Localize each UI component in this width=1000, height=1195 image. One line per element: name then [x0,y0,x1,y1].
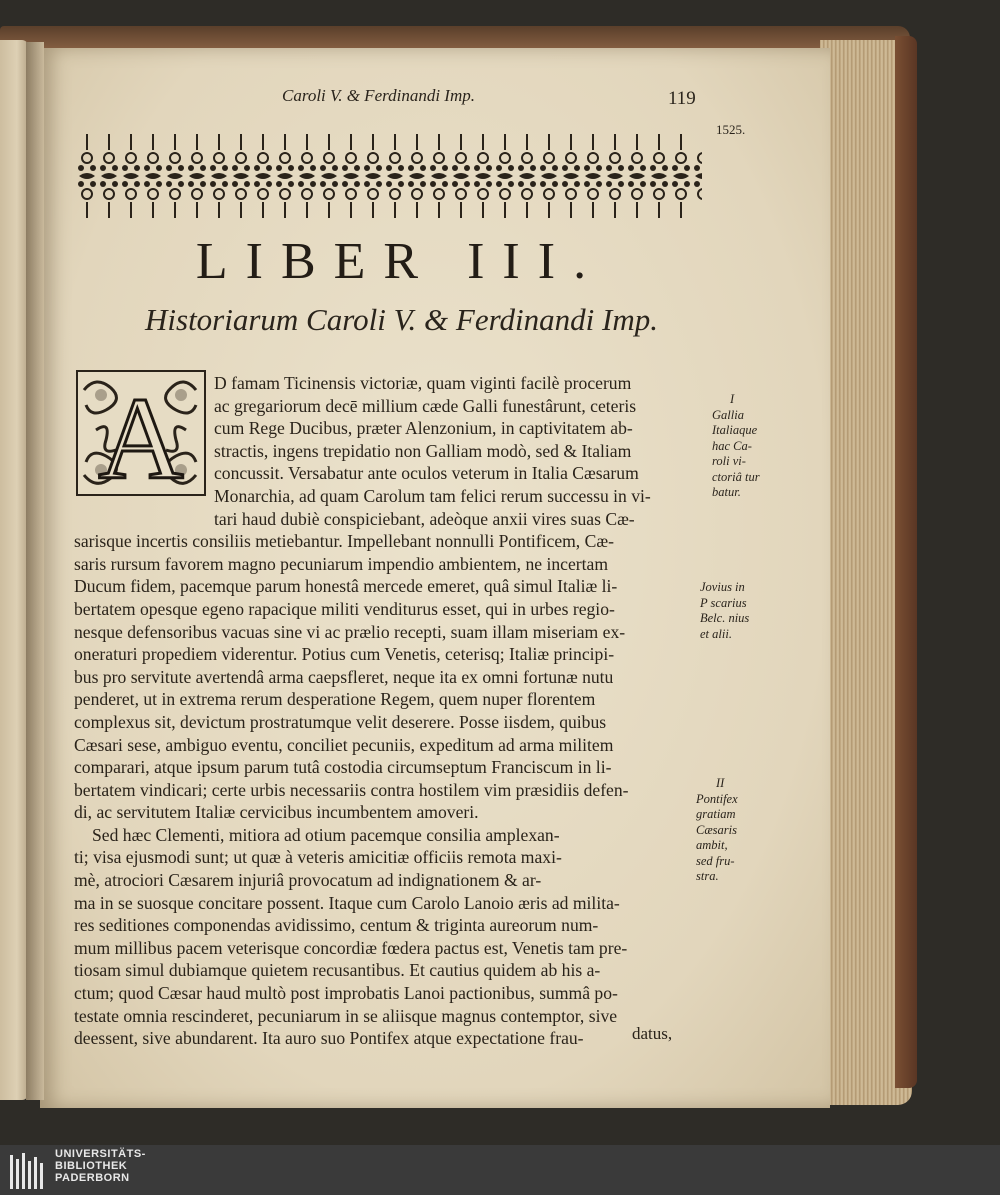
text-line: bus pro servitute avertendâ arma caepsfleret, neque ita ex omni fortunæ nutu [74,666,614,687]
margin-note-line: ambit, [696,838,728,852]
initial-letter-glyph: A [98,373,184,496]
margin-note-1 [712,392,760,501]
library-footer-bar [0,1145,1000,1195]
text-line: ctum; quod Cæsar haud multò post improbatis Lanoi pactionibus, summâ po- [74,983,618,1004]
text-line: bertatem vindicari; certe urbis necessariis contra hostilem vim præsidiis defen- [74,779,629,800]
text-line: Sed hæc Clementi, mitiora ad otium pacemque consilia amplexan- [92,824,560,845]
text-line: comparari, atque ipsum parum tutâ costodia circumseptum Franciscum in li- [74,757,612,778]
margin-note-line: P scarius [700,595,747,610]
margin-note-line: I [730,392,735,406]
text-line: stractis, ingens trepidatio non Galliam modò, sed & Italiam [214,440,632,461]
margin-note-line: ctoriâ tur [712,469,760,484]
margin-note-line: hac Ca- [712,438,752,453]
running-head: Caroli V. & Ferdinandi Imp. [282,86,475,105]
library-name [55,1148,146,1184]
text-line: oneraturi propediem viderentur. Potius cum Venetis, ceterisq; Italiæ principi- [74,644,615,665]
text-line: mum millibus pacem veterisque concordiæ fœdera pactus est, Venetis tam pre- [74,937,628,958]
decorative-headpiece [76,132,702,220]
text-line: sarisque incertis consiliis metiebantur. Impellebant nonnulli Pontificem, Cæ- [74,531,614,552]
margin-note-line: Belc. nius [700,611,750,625]
text-line: cum Rege Ducibus, præter Alenzonium, in captivitatem ab- [214,418,633,439]
book-cover-right [895,36,917,1088]
text-line: penderet, ut in extrema rerum desperatione Regem, quem nuper florentem [74,689,596,710]
text-line: ac gregariorum decē millium cæde Galli funestârunt, ceteris [214,395,637,416]
text-line: ti; visa ejusmodi sunt; ut quæ à veteris amicitiæ officiis remota maxi- [74,847,562,868]
margin-note-line: Italiaque [712,423,758,437]
text-line: concussit. Versabatur ante oculos veterum in Italia Cæsarum [214,463,639,484]
margin-note-line: Pontifex [696,791,738,806]
main-text [74,372,700,1050]
page-number: 119 [668,88,696,109]
library-logo-icon [8,1149,48,1191]
book-subtitle: Historiarum Caroli V. & Ferdinandi Imp. [145,302,658,337]
margin-note-line: Jovius in [700,580,745,594]
text-line: mè, atrociori Cæsarem injuriâ provocatum ad indignationem & ar- [74,870,542,891]
library-name-line: BIBLIOTHEK [55,1160,128,1172]
margin-note-line: roli vi- [712,454,746,468]
margin-note-line: et alii. [700,626,732,641]
margin-year: 1525. [716,122,746,137]
text-line: tiosam simul dubiamque quietem recusantibus. Et cautius quidem ab his a- [74,960,601,981]
margin-note-line: gratiam [696,807,736,821]
text-line: tari haud dubiè conspiciebant, adeòque anxii vires suas Cæ- [214,508,635,529]
text-line: complexus sit, devictum prostratumque velit deserere. Posse iisdem, quibus [74,711,607,732]
spine-shadow [26,42,44,1100]
text-line: bertatem opesque egeno rapacique militi venditurus esset, qui in urbes regio- [74,598,615,619]
book-title: LIBER III. [195,233,605,290]
margin-note-line: stra. [696,869,719,883]
text-line: di, ac servitutem Italiæ cervicibus incumbentem amoveri. [74,802,479,823]
text-line: Ducum fidem, pacemque parum honestâ mercede emeret, quâ simul Italiæ li- [74,576,618,597]
text-line: res seditiones componendas avidissimo, centum & triginta aureorum num- [74,915,599,936]
left-page-edge [0,40,28,1100]
library-name-line: UNIVERSITÄTS- [55,1148,146,1160]
margin-note-line: sed fru- [696,853,735,868]
margin-note-3 [696,776,738,885]
text-line: testate omnia rescinderet, pecuniarum in se aliisque magnus contemptor, sive [74,1005,618,1026]
text-line: deessent, sive abundarent. Ita auro suo Pontifex atque expectatione frau- [74,1028,584,1049]
library-name-line: PADERBORN [55,1172,130,1184]
margin-note-line: batur. [712,485,741,499]
text-line: nesque defensoribus vacuas sine vi ac prælio recepti, suam illam miseriam ex- [74,621,626,642]
text-line: Monarchia, ad quam Carolum tam felici rerum successu in vi- [214,485,651,506]
margin-note-line: II [716,776,725,790]
margin-note-line: Gallia [712,407,744,422]
text-line: saris rursum favorem magno pecuniarum impendio ambientem, ne incertam [74,553,608,574]
catchword: datus, [632,1024,673,1043]
margin-note-line: Cæsaris [696,822,737,837]
margin-note-2 [700,580,749,642]
text-line: Cæsari sese, ambiguo eventu, conciliet pecuniis, expeditum ad arma militem [74,734,614,755]
text-line: ma in se suosque concitare possent. Itaque cum Carolo Lanoio æris ad milita- [74,892,620,913]
text-line: D famam Ticinensis victoriæ, quam viginti facilè procerum [214,373,632,393]
